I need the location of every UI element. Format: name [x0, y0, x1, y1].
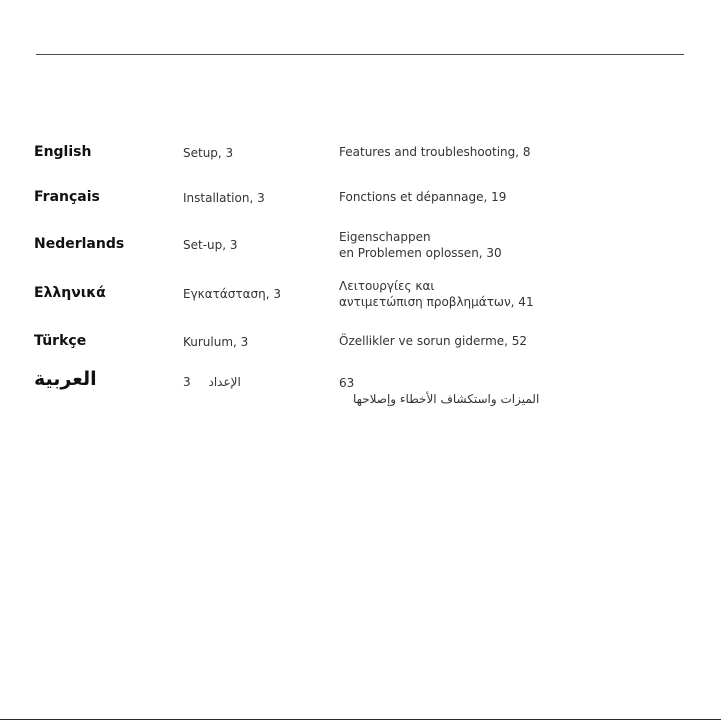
setup-entry: Εγκατάσταση, 3: [183, 287, 282, 301]
features-entry: [339, 189, 506, 205]
features-page-number: 63: [339, 376, 355, 390]
features-line: Özellikler ve sorun giderme, 52: [339, 334, 528, 348]
language-label: Français: [34, 189, 100, 205]
features-entry: [339, 333, 527, 349]
features-line: en Problemen oplossen, 30: [339, 246, 502, 260]
features-entry: [339, 375, 539, 407]
language-label: Nederlands: [34, 236, 125, 252]
setup-title: الإعداد: [208, 375, 241, 389]
features-entry: [339, 229, 502, 261]
setup-entry: Setup, 3: [183, 146, 234, 160]
bottom-divider: [0, 719, 721, 720]
features-entry: [339, 278, 534, 310]
language-label: العربية: [34, 368, 97, 390]
language-label: English: [34, 144, 92, 160]
features-line: Fonctions et dépannage, 19: [339, 190, 507, 204]
setup-entry: [183, 375, 241, 389]
language-label: Türkçe: [34, 333, 87, 349]
setup-page-number: 3: [183, 375, 191, 389]
features-line: Features and troubleshooting, 8: [339, 145, 531, 159]
language-label: Ελληνικά: [34, 285, 106, 301]
setup-entry: Installation, 3: [183, 191, 265, 205]
top-divider: [36, 54, 684, 55]
setup-entry: Set-up, 3: [183, 238, 238, 252]
features-line: Λειτουργίες και: [339, 279, 435, 293]
setup-entry: Kurulum, 3: [183, 335, 249, 349]
features-title: الميزات واستكشاف الأخطاء وإصلاحها: [353, 392, 540, 406]
features-line: αντιμετώπιση προβλημάτων, 41: [339, 295, 534, 309]
features-line: Eigenschappen: [339, 230, 431, 244]
features-entry: [339, 144, 531, 160]
